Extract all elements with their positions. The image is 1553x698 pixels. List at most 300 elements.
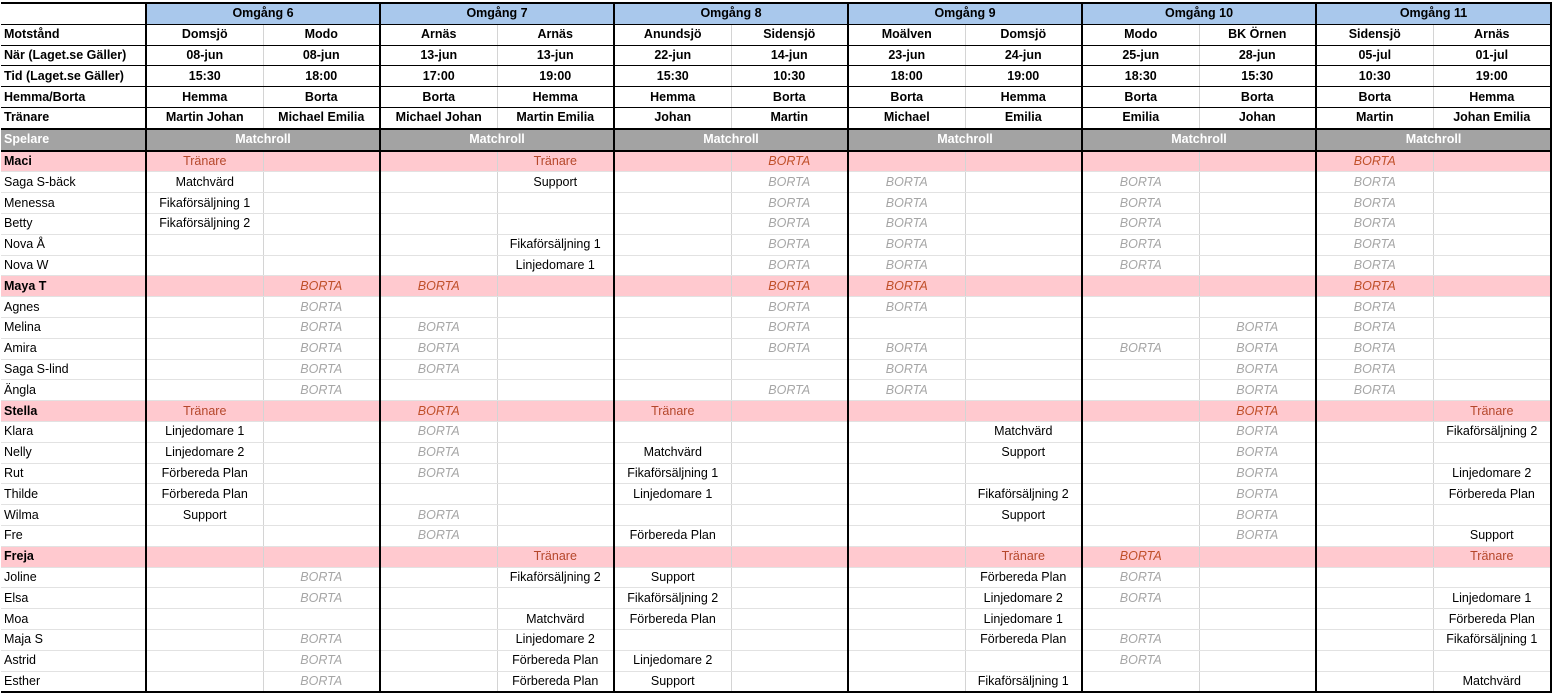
role-cell[interactable]: BORTA <box>380 463 497 484</box>
role-cell[interactable] <box>731 442 848 463</box>
role-cell[interactable] <box>614 359 731 380</box>
role-cell[interactable] <box>965 338 1082 359</box>
role-cell[interactable] <box>146 359 263 380</box>
role-cell[interactable] <box>848 671 965 692</box>
info-cell[interactable]: Martin <box>1316 107 1433 128</box>
matchroll-header[interactable]: Matchroll <box>1316 129 1551 151</box>
info-cell[interactable]: 19:00 <box>965 66 1082 87</box>
role-cell[interactable]: BORTA <box>1199 421 1316 442</box>
info-cell[interactable]: 18:00 <box>263 66 380 87</box>
role-cell[interactable] <box>1199 588 1316 609</box>
round-header[interactable]: Omgång 11 <box>1316 3 1551 24</box>
role-cell[interactable] <box>380 255 497 276</box>
role-cell[interactable] <box>965 650 1082 671</box>
matchroll-header[interactable]: Matchroll <box>146 129 380 151</box>
role-cell[interactable] <box>497 421 614 442</box>
role-cell[interactable]: BORTA <box>731 317 848 338</box>
role-cell[interactable] <box>848 442 965 463</box>
role-cell[interactable] <box>1433 338 1551 359</box>
role-cell[interactable]: Fikaförsäljning 2 <box>614 588 731 609</box>
role-cell[interactable] <box>497 276 614 297</box>
info-cell[interactable]: Anundsjö <box>614 24 731 45</box>
info-cell[interactable]: Emilia <box>1082 107 1199 128</box>
role-cell[interactable] <box>146 609 263 630</box>
role-cell[interactable] <box>1433 172 1551 193</box>
info-cell[interactable]: Martin <box>731 107 848 128</box>
role-cell[interactable]: BORTA <box>731 234 848 255</box>
role-cell[interactable]: BORTA <box>1082 588 1199 609</box>
role-cell[interactable]: BORTA <box>731 193 848 214</box>
info-cell[interactable]: 18:00 <box>848 66 965 87</box>
role-cell[interactable] <box>965 276 1082 297</box>
role-cell[interactable]: BORTA <box>1316 255 1433 276</box>
role-cell[interactable] <box>146 588 263 609</box>
role-cell[interactable] <box>263 234 380 255</box>
info-cell[interactable]: 15:30 <box>614 66 731 87</box>
role-cell[interactable]: Tränare <box>497 546 614 567</box>
role-cell[interactable]: Linjedomare 2 <box>497 629 614 650</box>
role-cell[interactable]: Support <box>1433 525 1551 546</box>
role-cell[interactable]: BORTA <box>1199 359 1316 380</box>
role-cell[interactable]: BORTA <box>263 276 380 297</box>
role-cell[interactable]: Support <box>614 567 731 588</box>
role-cell[interactable] <box>1433 567 1551 588</box>
role-cell[interactable]: BORTA <box>1316 276 1433 297</box>
role-cell[interactable] <box>965 193 1082 214</box>
role-cell[interactable]: BORTA <box>848 213 965 234</box>
info-cell[interactable]: Arnäs <box>380 24 497 45</box>
role-cell[interactable]: Linjedomare 1 <box>146 421 263 442</box>
role-cell[interactable] <box>614 151 731 172</box>
role-cell[interactable] <box>380 629 497 650</box>
info-cell[interactable]: 10:30 <box>1316 66 1433 87</box>
role-cell[interactable]: BORTA <box>731 213 848 234</box>
role-cell[interactable]: Tränare <box>1433 546 1551 567</box>
role-cell[interactable]: Förbereda Plan <box>965 567 1082 588</box>
player-name-cell[interactable]: Nova W <box>1 255 146 276</box>
role-cell[interactable] <box>1316 401 1433 422</box>
role-cell[interactable] <box>731 359 848 380</box>
role-cell[interactable]: Förbereda Plan <box>1433 484 1551 505</box>
role-cell[interactable]: Support <box>965 442 1082 463</box>
info-cell[interactable]: Borta <box>1199 87 1316 108</box>
role-cell[interactable]: Linjedomare 2 <box>1433 463 1551 484</box>
role-cell[interactable] <box>497 317 614 338</box>
role-cell[interactable] <box>614 380 731 401</box>
role-cell[interactable]: Fikaförsäljning 2 <box>1433 421 1551 442</box>
role-cell[interactable] <box>1199 629 1316 650</box>
role-cell[interactable] <box>380 297 497 318</box>
role-cell[interactable]: BORTA <box>731 276 848 297</box>
role-cell[interactable]: Fikaförsäljning 2 <box>497 567 614 588</box>
role-cell[interactable] <box>1316 421 1433 442</box>
role-cell[interactable] <box>380 650 497 671</box>
role-cell[interactable] <box>497 193 614 214</box>
role-cell[interactable] <box>1199 609 1316 630</box>
role-cell[interactable]: Linjedomare 1 <box>965 609 1082 630</box>
info-cell[interactable]: Michael Emilia <box>263 107 380 128</box>
role-cell[interactable] <box>731 505 848 526</box>
role-cell[interactable]: BORTA <box>1316 359 1433 380</box>
player-name-cell[interactable]: Freja <box>1 546 146 567</box>
role-cell[interactable] <box>848 629 965 650</box>
role-cell[interactable] <box>497 359 614 380</box>
role-cell[interactable]: Matchvärd <box>497 609 614 630</box>
role-cell[interactable] <box>848 463 965 484</box>
info-cell[interactable]: Hemma <box>614 87 731 108</box>
role-cell[interactable]: BORTA <box>1316 193 1433 214</box>
player-name-cell[interactable]: Astrid <box>1 650 146 671</box>
info-cell[interactable]: 25-jun <box>1082 45 1199 66</box>
role-cell[interactable] <box>1433 193 1551 214</box>
role-cell[interactable] <box>731 463 848 484</box>
role-cell[interactable] <box>263 546 380 567</box>
info-cell[interactable]: Michael Johan <box>380 107 497 128</box>
info-cell[interactable]: Hemma <box>146 87 263 108</box>
player-name-cell[interactable]: Joline <box>1 567 146 588</box>
role-cell[interactable] <box>1082 359 1199 380</box>
role-cell[interactable] <box>731 421 848 442</box>
player-name-cell[interactable]: Agnes <box>1 297 146 318</box>
role-cell[interactable] <box>380 193 497 214</box>
role-cell[interactable] <box>614 297 731 318</box>
role-cell[interactable] <box>965 380 1082 401</box>
role-cell[interactable] <box>965 317 1082 338</box>
role-cell[interactable] <box>614 505 731 526</box>
info-cell[interactable]: Martin Emilia <box>497 107 614 128</box>
role-cell[interactable]: BORTA <box>380 421 497 442</box>
role-cell[interactable] <box>1316 484 1433 505</box>
round-header[interactable]: Omgång 7 <box>380 3 614 24</box>
role-cell[interactable]: Tränare <box>1433 401 1551 422</box>
role-cell[interactable]: Linjedomare 2 <box>146 442 263 463</box>
role-cell[interactable] <box>380 484 497 505</box>
role-cell[interactable]: BORTA <box>1316 234 1433 255</box>
role-cell[interactable]: Matchvärd <box>146 172 263 193</box>
role-cell[interactable] <box>1316 505 1433 526</box>
role-cell[interactable]: BORTA <box>1082 172 1199 193</box>
role-cell[interactable] <box>146 338 263 359</box>
role-cell[interactable] <box>1433 276 1551 297</box>
player-name-cell[interactable]: Stella <box>1 401 146 422</box>
role-cell[interactable]: Fikaförsäljning 1 <box>965 671 1082 692</box>
role-cell[interactable]: BORTA <box>380 505 497 526</box>
role-cell[interactable] <box>263 151 380 172</box>
role-cell[interactable]: BORTA <box>1316 172 1433 193</box>
info-cell[interactable]: 14-jun <box>731 45 848 66</box>
info-cell[interactable]: 08-jun <box>146 45 263 66</box>
info-cell[interactable]: Modo <box>263 24 380 45</box>
player-name-cell[interactable]: Thilde <box>1 484 146 505</box>
role-cell[interactable] <box>380 588 497 609</box>
role-cell[interactable] <box>263 525 380 546</box>
role-cell[interactable]: BORTA <box>380 442 497 463</box>
role-cell[interactable]: BORTA <box>1316 213 1433 234</box>
info-cell[interactable]: Johan <box>614 107 731 128</box>
role-cell[interactable] <box>965 359 1082 380</box>
role-cell[interactable] <box>965 234 1082 255</box>
role-cell[interactable] <box>146 671 263 692</box>
role-cell[interactable] <box>965 401 1082 422</box>
role-cell[interactable] <box>1316 442 1433 463</box>
info-cell[interactable]: Domsjö <box>965 24 1082 45</box>
role-cell[interactable] <box>965 151 1082 172</box>
role-cell[interactable] <box>1433 359 1551 380</box>
player-name-cell[interactable]: Fre <box>1 525 146 546</box>
role-cell[interactable] <box>1433 650 1551 671</box>
role-cell[interactable]: Matchvärd <box>965 421 1082 442</box>
role-cell[interactable] <box>1082 401 1199 422</box>
info-cell[interactable]: 19:00 <box>1433 66 1551 87</box>
info-cell[interactable]: Johan Emilia <box>1433 107 1551 128</box>
role-cell[interactable] <box>1316 588 1433 609</box>
info-cell[interactable]: 15:30 <box>1199 66 1316 87</box>
role-cell[interactable]: Förbereda Plan <box>614 609 731 630</box>
role-cell[interactable]: BORTA <box>1316 380 1433 401</box>
player-name-cell[interactable]: Nelly <box>1 442 146 463</box>
role-cell[interactable]: Förbereda Plan <box>146 463 263 484</box>
role-cell[interactable]: BORTA <box>1316 297 1433 318</box>
role-cell[interactable]: Linjedomare 1 <box>614 484 731 505</box>
role-cell[interactable] <box>1199 172 1316 193</box>
player-name-cell[interactable]: Klara <box>1 421 146 442</box>
matchroll-header[interactable]: Matchroll <box>380 129 614 151</box>
role-cell[interactable]: BORTA <box>1082 567 1199 588</box>
info-cell[interactable]: Domsjö <box>146 24 263 45</box>
info-cell[interactable]: 19:00 <box>497 66 614 87</box>
role-cell[interactable] <box>1316 671 1433 692</box>
info-cell[interactable]: 13-jun <box>497 45 614 66</box>
corner-cell[interactable] <box>1 3 146 24</box>
role-cell[interactable] <box>380 546 497 567</box>
role-cell[interactable] <box>497 338 614 359</box>
role-cell[interactable]: BORTA <box>1082 338 1199 359</box>
role-cell[interactable]: Förbereda Plan <box>497 671 614 692</box>
role-cell[interactable]: Fikaförsäljning 2 <box>965 484 1082 505</box>
role-cell[interactable] <box>614 338 731 359</box>
info-cell[interactable]: Borta <box>1316 87 1433 108</box>
role-cell[interactable] <box>263 421 380 442</box>
info-cell[interactable]: Arnäs <box>1433 24 1551 45</box>
role-cell[interactable] <box>731 567 848 588</box>
role-cell[interactable]: Tränare <box>965 546 1082 567</box>
info-cell[interactable]: Borta <box>1082 87 1199 108</box>
role-cell[interactable] <box>848 525 965 546</box>
role-cell[interactable] <box>263 172 380 193</box>
role-cell[interactable] <box>263 484 380 505</box>
player-name-cell[interactable]: Saga S-bäck <box>1 172 146 193</box>
role-cell[interactable] <box>380 234 497 255</box>
role-cell[interactable] <box>848 484 965 505</box>
player-name-cell[interactable]: Maci <box>1 151 146 172</box>
role-cell[interactable]: Matchvärd <box>614 442 731 463</box>
role-cell[interactable] <box>146 255 263 276</box>
role-cell[interactable]: BORTA <box>1199 442 1316 463</box>
role-cell[interactable]: Fikaförsäljning 2 <box>146 213 263 234</box>
role-cell[interactable] <box>1199 671 1316 692</box>
role-cell[interactable]: BORTA <box>263 567 380 588</box>
role-cell[interactable] <box>848 546 965 567</box>
role-cell[interactable]: Fikaförsäljning 1 <box>614 463 731 484</box>
role-cell[interactable] <box>146 297 263 318</box>
info-cell[interactable]: 10:30 <box>731 66 848 87</box>
matchroll-header[interactable]: Matchroll <box>614 129 848 151</box>
role-cell[interactable] <box>146 234 263 255</box>
role-cell[interactable] <box>614 629 731 650</box>
role-cell[interactable]: BORTA <box>848 359 965 380</box>
player-name-cell[interactable]: Maya T <box>1 276 146 297</box>
role-cell[interactable]: Linjedomare 1 <box>1433 588 1551 609</box>
info-cell[interactable]: 01-jul <box>1433 45 1551 66</box>
role-cell[interactable]: Linjedomare 1 <box>497 255 614 276</box>
role-cell[interactable]: BORTA <box>380 525 497 546</box>
role-cell[interactable]: BORTA <box>1199 505 1316 526</box>
round-header[interactable]: Omgång 6 <box>146 3 380 24</box>
role-cell[interactable]: BORTA <box>263 359 380 380</box>
role-cell[interactable]: BORTA <box>1199 525 1316 546</box>
players-column-header[interactable]: Spelare <box>1 129 146 151</box>
role-cell[interactable] <box>1199 297 1316 318</box>
info-cell[interactable]: Sidensjö <box>731 24 848 45</box>
player-name-cell[interactable]: Wilma <box>1 505 146 526</box>
info-cell[interactable]: 13-jun <box>380 45 497 66</box>
role-cell[interactable]: BORTA <box>1199 338 1316 359</box>
role-cell[interactable] <box>497 213 614 234</box>
role-cell[interactable]: BORTA <box>731 297 848 318</box>
role-cell[interactable] <box>1316 567 1433 588</box>
role-cell[interactable]: Förbereda Plan <box>1433 609 1551 630</box>
role-cell[interactable] <box>497 442 614 463</box>
info-cell[interactable]: Emilia <box>965 107 1082 128</box>
role-cell[interactable] <box>1433 151 1551 172</box>
role-cell[interactable] <box>731 609 848 630</box>
info-cell[interactable]: 08-jun <box>263 45 380 66</box>
role-cell[interactable] <box>146 380 263 401</box>
info-cell[interactable]: Michael <box>848 107 965 128</box>
role-cell[interactable] <box>1433 213 1551 234</box>
role-cell[interactable] <box>380 151 497 172</box>
role-cell[interactable]: Tränare <box>614 401 731 422</box>
role-cell[interactable] <box>263 193 380 214</box>
role-cell[interactable]: Tränare <box>497 151 614 172</box>
role-cell[interactable] <box>497 297 614 318</box>
role-cell[interactable]: BORTA <box>731 151 848 172</box>
role-cell[interactable]: BORTA <box>263 650 380 671</box>
role-cell[interactable] <box>1082 442 1199 463</box>
role-cell[interactable] <box>614 172 731 193</box>
role-cell[interactable]: BORTA <box>1082 546 1199 567</box>
info-cell[interactable]: Modo <box>1082 24 1199 45</box>
role-cell[interactable]: BORTA <box>1082 650 1199 671</box>
role-cell[interactable] <box>146 567 263 588</box>
role-cell[interactable] <box>731 546 848 567</box>
info-cell[interactable]: Borta <box>380 87 497 108</box>
role-cell[interactable] <box>731 484 848 505</box>
role-cell[interactable] <box>497 505 614 526</box>
role-cell[interactable] <box>380 567 497 588</box>
role-cell[interactable]: Support <box>965 505 1082 526</box>
role-cell[interactable]: BORTA <box>848 380 965 401</box>
role-cell[interactable] <box>1082 317 1199 338</box>
player-name-cell[interactable]: Menessa <box>1 193 146 214</box>
info-row-label[interactable]: Motstånd <box>1 24 146 45</box>
role-cell[interactable]: BORTA <box>731 255 848 276</box>
role-cell[interactable] <box>1082 609 1199 630</box>
role-cell[interactable] <box>497 380 614 401</box>
role-cell[interactable] <box>848 317 965 338</box>
role-cell[interactable] <box>1199 193 1316 214</box>
role-cell[interactable] <box>380 213 497 234</box>
role-cell[interactable]: BORTA <box>848 255 965 276</box>
player-name-cell[interactable]: Saga S-lind <box>1 359 146 380</box>
role-cell[interactable]: Linjedomare 2 <box>965 588 1082 609</box>
role-cell[interactable]: Förbereda Plan <box>965 629 1082 650</box>
role-cell[interactable] <box>965 255 1082 276</box>
role-cell[interactable]: BORTA <box>848 193 965 214</box>
player-name-cell[interactable]: Maja S <box>1 629 146 650</box>
role-cell[interactable] <box>965 525 1082 546</box>
role-cell[interactable] <box>848 401 965 422</box>
role-cell[interactable]: BORTA <box>848 172 965 193</box>
role-cell[interactable] <box>848 567 965 588</box>
player-name-cell[interactable]: Betty <box>1 213 146 234</box>
role-cell[interactable] <box>1316 546 1433 567</box>
info-cell[interactable]: Borta <box>263 87 380 108</box>
role-cell[interactable]: BORTA <box>1199 380 1316 401</box>
role-cell[interactable]: BORTA <box>1316 338 1433 359</box>
role-cell[interactable] <box>731 588 848 609</box>
role-cell[interactable]: BORTA <box>1082 234 1199 255</box>
role-cell[interactable] <box>1433 380 1551 401</box>
info-cell[interactable]: Borta <box>848 87 965 108</box>
player-name-cell[interactable]: Amira <box>1 338 146 359</box>
player-name-cell[interactable]: Ängla <box>1 380 146 401</box>
role-cell[interactable] <box>1082 380 1199 401</box>
role-cell[interactable]: BORTA <box>380 359 497 380</box>
role-cell[interactable] <box>146 629 263 650</box>
role-cell[interactable]: Fikaförsäljning 1 <box>146 193 263 214</box>
role-cell[interactable] <box>146 525 263 546</box>
role-cell[interactable]: Support <box>614 671 731 692</box>
role-cell[interactable] <box>497 525 614 546</box>
role-cell[interactable] <box>380 671 497 692</box>
role-cell[interactable] <box>380 172 497 193</box>
role-cell[interactable] <box>1082 525 1199 546</box>
role-cell[interactable] <box>1316 629 1433 650</box>
role-cell[interactable] <box>263 463 380 484</box>
role-cell[interactable]: Förbereda Plan <box>614 525 731 546</box>
role-cell[interactable] <box>614 234 731 255</box>
info-cell[interactable]: Hemma <box>965 87 1082 108</box>
role-cell[interactable] <box>731 671 848 692</box>
role-cell[interactable] <box>848 609 965 630</box>
info-cell[interactable]: 22-jun <box>614 45 731 66</box>
role-cell[interactable] <box>1316 650 1433 671</box>
role-cell[interactable]: BORTA <box>263 629 380 650</box>
role-cell[interactable]: BORTA <box>1082 255 1199 276</box>
player-name-cell[interactable]: Esther <box>1 671 146 692</box>
round-header[interactable]: Omgång 8 <box>614 3 848 24</box>
role-cell[interactable]: Tränare <box>146 151 263 172</box>
role-cell[interactable]: BORTA <box>263 588 380 609</box>
role-cell[interactable]: Förbereda Plan <box>146 484 263 505</box>
role-cell[interactable] <box>1199 650 1316 671</box>
role-cell[interactable] <box>731 401 848 422</box>
role-cell[interactable] <box>1199 213 1316 234</box>
role-cell[interactable] <box>263 442 380 463</box>
role-cell[interactable] <box>146 546 263 567</box>
role-cell[interactable] <box>731 629 848 650</box>
